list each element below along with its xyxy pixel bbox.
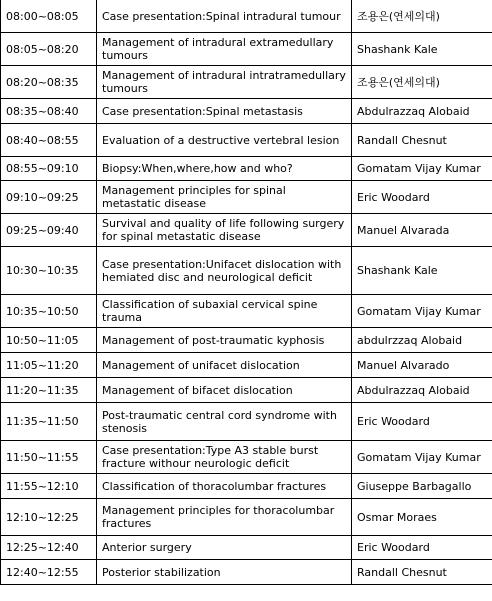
session-speaker: Gomatam Vijay Kumar [352, 441, 492, 474]
session-title: Case presentation:Unifacet dislocation with hemiated disc and neurological deficit [97, 247, 352, 295]
session-title: Biopsy:When,where,how and who? [97, 157, 352, 181]
session-speaker: Eric Woodard [352, 536, 492, 560]
schedule-row [1, 66, 492, 99]
session-speaker: Giuseppe Barbagallo [352, 474, 492, 499]
schedule-row [1, 499, 492, 536]
session-title: Management principles for spinal metastatic disease [97, 181, 352, 214]
session-time: 12:40~12:55 [1, 560, 97, 585]
schedule-row [1, 403, 492, 441]
session-title: Case presentation:Spinal metastasis [97, 99, 352, 124]
session-time: 11:05~11:20 [1, 353, 97, 378]
session-time: 08:20~08:35 [1, 66, 97, 99]
session-speaker: Abdulrazzaq Alobaid [352, 99, 492, 124]
session-title: Case presentation:Type A3 stable burst fracture withour neurologic deficit [97, 441, 352, 474]
session-time: 11:35~11:50 [1, 403, 97, 441]
session-time: 08:00~08:05 [1, 0, 97, 33]
session-time: 10:35~10:50 [1, 295, 97, 328]
schedule-row [1, 353, 492, 378]
schedule-row [1, 560, 492, 585]
session-speaker: Shashank Kale [352, 33, 492, 66]
session-title: Classification of subaxial cervical spine trauma [97, 295, 352, 328]
schedule-row [1, 33, 492, 66]
session-speaker: Randall Chesnut [352, 124, 492, 157]
session-speaker: Manuel Alvarado [352, 353, 492, 378]
schedule-row [1, 441, 492, 474]
schedule-row [1, 157, 492, 181]
schedule-row [1, 328, 492, 353]
schedule-row [1, 536, 492, 560]
session-time: 09:25~09:40 [1, 214, 97, 247]
session-title: Survival and quality of life following surgery for spinal metastatic disease [97, 214, 352, 247]
session-time: 12:10~12:25 [1, 499, 97, 536]
session-title: Management of post-traumatic kyphosis [97, 328, 352, 353]
schedule-row [1, 295, 492, 328]
schedule-row [1, 0, 492, 33]
session-time: 10:30~10:35 [1, 247, 97, 295]
session-time: 10:50~11:05 [1, 328, 97, 353]
schedule-row [1, 474, 492, 499]
session-speaker: Gomatam Vijay Kumar [352, 157, 492, 181]
session-speaker: Eric Woodard [352, 403, 492, 441]
session-time: 09:10~09:25 [1, 181, 97, 214]
session-time: 08:35~08:40 [1, 99, 97, 124]
session-time: 12:25~12:40 [1, 536, 97, 560]
session-time: 08:55~09:10 [1, 157, 97, 181]
session-speaker: 조용은(연세의대) [352, 66, 492, 99]
schedule-row [1, 99, 492, 124]
schedule-row [1, 214, 492, 247]
session-speaker: Randall Chesnut [352, 560, 492, 585]
session-time: 11:55~12:10 [1, 474, 97, 499]
session-speaker: Eric Woodard [352, 181, 492, 214]
session-title: Classification of thoracolumbar fractures [97, 474, 352, 499]
session-speaker: Manuel Alvarada [352, 214, 492, 247]
session-title: Evaluation of a destructive vertebral lesion [97, 124, 352, 157]
schedule-row [1, 378, 492, 403]
session-speaker: Gomatam Vijay Kumar [352, 295, 492, 328]
session-speaker: Abdulrazzaq Alobaid [352, 378, 492, 403]
schedule-row [1, 247, 492, 295]
session-title: Case presentation:Spinal intradural tumour [97, 0, 352, 33]
session-title: Management of unifacet dislocation [97, 353, 352, 378]
session-time: 08:40~08:55 [1, 124, 97, 157]
session-speaker: Osmar Moraes [352, 499, 492, 536]
session-time: 08:05~08:20 [1, 33, 97, 66]
session-speaker: 조용은(연세의대) [352, 0, 492, 33]
session-title: Management of bifacet dislocation [97, 378, 352, 403]
schedule-row [1, 181, 492, 214]
session-time: 11:20~11:35 [1, 378, 97, 403]
session-title: Anterior surgery [97, 536, 352, 560]
session-time: 11:50~11:55 [1, 441, 97, 474]
session-title: Management of intradural extramedullary tumours [97, 33, 352, 66]
session-title: Posterior stabilization [97, 560, 352, 585]
session-speaker: Shashank Kale [352, 247, 492, 295]
session-title: Management of intradural intratramedullary tumours [97, 66, 352, 99]
session-title: Post-traumatic central cord syndrome with stenosis [97, 403, 352, 441]
session-speaker: abdulrzzaq Alobaid [352, 328, 492, 353]
schedule-row [1, 124, 492, 157]
session-title: Management principles for thoracolumbar fractures [97, 499, 352, 536]
